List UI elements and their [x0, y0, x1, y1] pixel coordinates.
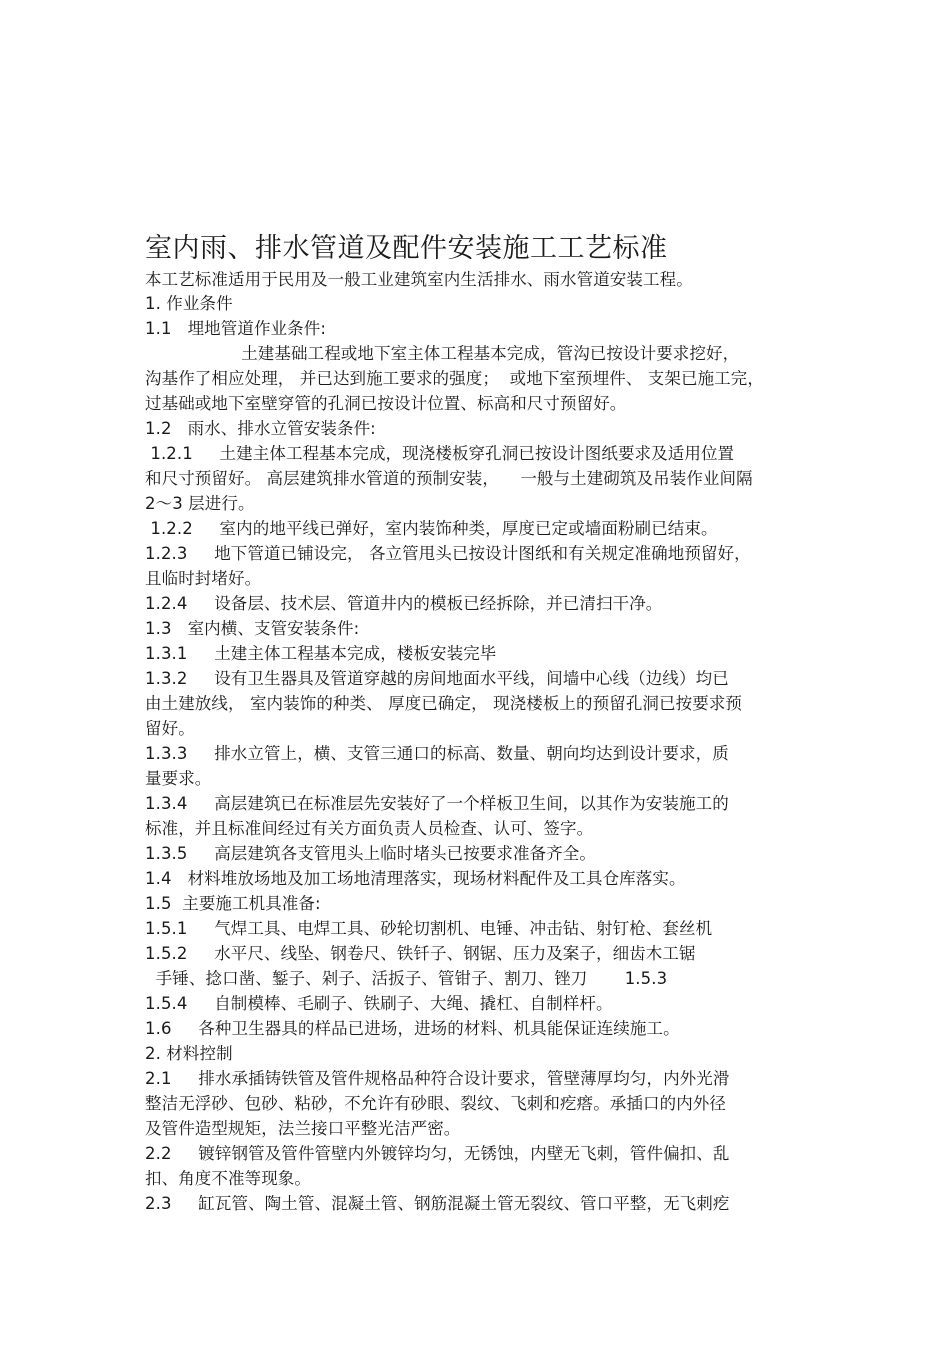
body-line: 2.3 缸瓦管、陶土管、混凝土管、钢筋混凝土管无裂纹、管口平整，无飞刺疙 [145, 1194, 730, 1213]
body-line: 沟基作了相应处理， 并已达到施工要求的强度； 或地下室预埋件、 支架已施工完， [145, 369, 764, 388]
body-line: 1.5.2 水平尺、线坠、钢卷尺、铁钎子、钢锯、压力及案子，细齿木工锯 [145, 944, 696, 963]
body-line: 手锤、捻口凿、錾子、剁子、活扳子、管钳子、割刀、锉刀 1.5.3 [145, 969, 668, 988]
body-line: 1.2.3 地下管道已铺设完， 各立管甩头已按设计图纸和有关规定准确地预留好， [145, 544, 751, 563]
body-line: 2～3 层进行。 [145, 494, 255, 513]
body-line: 及管件造型规矩，法兰接口平整光洁严密。 [145, 1119, 461, 1138]
body-line: 整洁无浮砂、包砂、粘砂，不允许有砂眼、裂纹、飞刺和疙瘩。承插口的内外径 [145, 1094, 726, 1113]
body-line: 且临时封堵好。 [145, 569, 262, 588]
body-line: 1.2.1 土建主体工程基本完成，现浇楼板穿孔洞已按设计图纸要求及适用位置 [145, 444, 735, 463]
body-line: 1.1 埋地管道作业条件: [145, 319, 327, 338]
body-line: 1.5 主要施工机具准备: [145, 894, 321, 913]
body-line: 留好。 [145, 719, 195, 738]
body-line: 2.2 镀锌钢管及管件管壁内外镀锌均匀，无锈蚀，内壁无飞刺，管件偏扣、乱 [145, 1144, 730, 1163]
body-line: 1. 作业条件 [145, 294, 233, 313]
body-line: 和尺寸预留好。 高层建筑排水管道的预制安装， 一般与土建砌筑及吊装作业间隔 [145, 469, 753, 488]
body-line: 1.4 材料堆放场地及加工场地清理落实，现场材料配件及工具仓库落实。 [145, 869, 686, 888]
body-line: 1.2 雨水、排水立管安装条件: [145, 419, 376, 438]
body-line: 1.2.4 设备层、技术层、管道井内的模板已经拆除，并已清扫干净。 [145, 594, 663, 613]
body-line: 1.3.1 土建主体工程基本完成，楼板安装完毕 [145, 644, 497, 663]
body-line: 1.3.2 设有卫生器具及管道穿越的房间地面水平线，间墙中心线（边线）均已 [145, 669, 729, 688]
body-line: 土建基础工程或地下室主体工程基本完成，管沟已按设计要求挖好， [145, 344, 740, 363]
body-line: 1.3.3 排水立管上，横、支管三通口的标高、数量、朝向均达到设计要求，质 [145, 744, 729, 763]
body-line: 1.6 各种卫生器具的样品已进场，进场的材料、机具能保证连续施工。 [145, 1019, 680, 1038]
document-title: 室内雨、排水管道及配件安装施工工艺标准 [145, 233, 668, 264]
body-line: 标准，并且标准间经过有关方面负责人员检查、认可、签字。 [145, 819, 594, 838]
body-line: 2.1 排水承插铸铁管及管件规格品种符合设计要求，管壁薄厚均匀，内外光滑 [145, 1069, 730, 1088]
body-line: 扣、角度不准等现象。 [145, 1169, 311, 1188]
body-line: 过基础或地下室壁穿管的孔洞已按设计位置、标高和尺寸预留好。 [145, 394, 627, 413]
body-line: 由土建放线， 室内装饰的种类、 厚度已确定， 现浇楼板上的预留孔洞已按要求预 [145, 694, 743, 713]
body-line: 1.2.2 室内的地平线已弹好，室内装饰种类，厚度已定或墙面粉刷已结束。 [145, 519, 718, 538]
body-line: 1.5.1 气焊工具、电焊工具、砂轮切割机、电锤、冲击钻、射钉枪、套丝机 [145, 919, 713, 938]
body-line: 1.3.4 高层建筑已在标准层先安装好了一个样板卫生间，以其作为安装施工的 [145, 794, 729, 813]
body-line: 量要求。 [145, 769, 212, 788]
body-line: 1.3.5 高层建筑各支管甩头上临时堵头已按要求准备齐全。 [145, 844, 597, 863]
body-line: 1.5.4 自制模棒、毛刷子、铁刷子、大绳、撬杠、自制样杆。 [145, 994, 613, 1013]
body-line: 2. 材料控制 [145, 1044, 233, 1063]
body-line: 1.3 室内横、支管安装条件: [145, 619, 360, 638]
body-line: 本工艺标准适用于民用及一般工业建筑室内生活排水、雨水管道安装工程。 [145, 270, 693, 289]
